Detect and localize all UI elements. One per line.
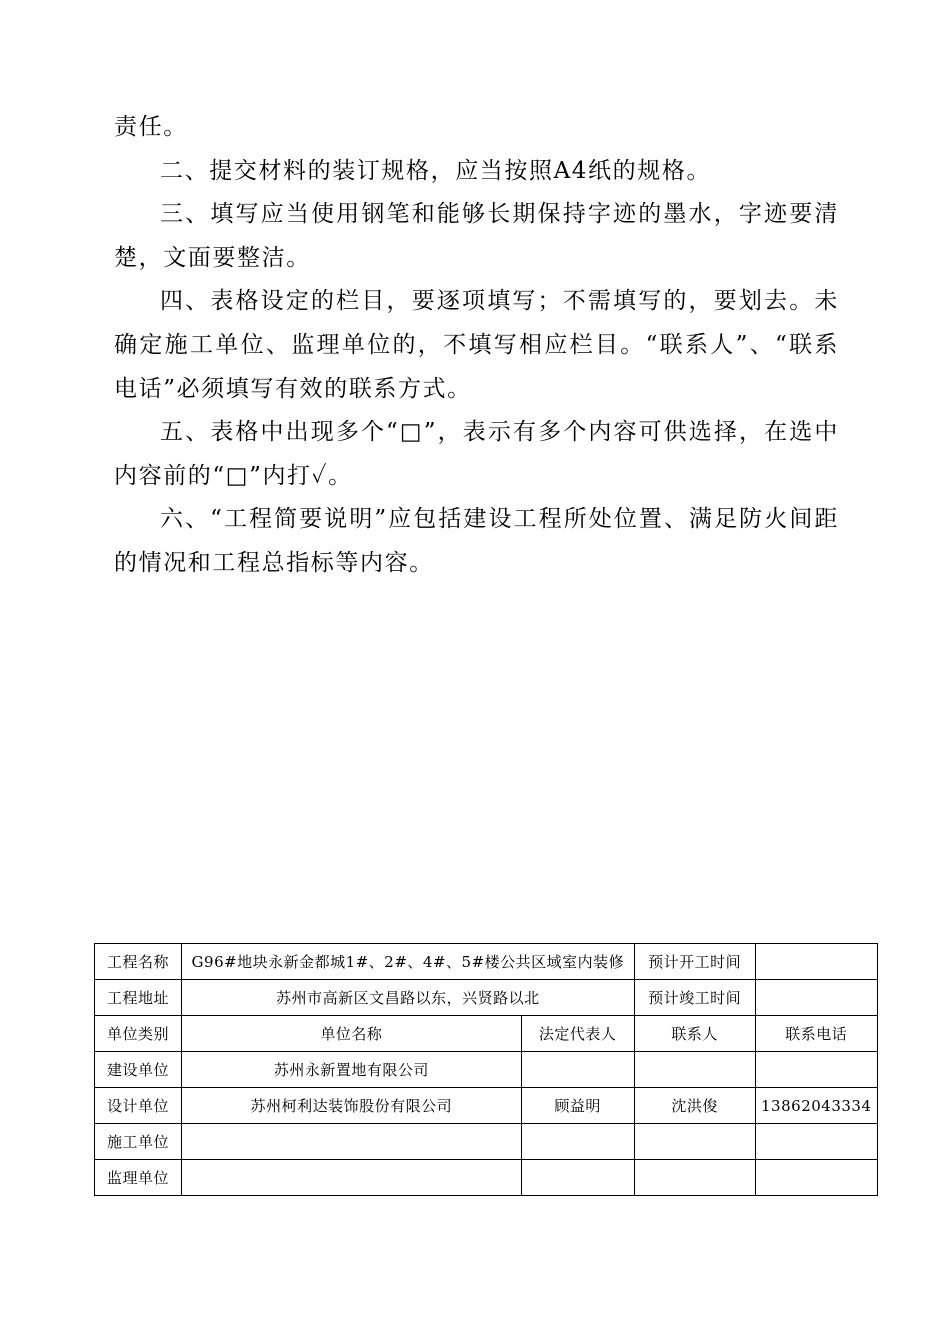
unit-category: 建设单位 (95, 1052, 182, 1088)
paragraph-ink-requirement: 三、填写应当使用钢笔和能够长期保持字迹的墨水，字迹要清楚，文面要整洁。 (114, 201, 839, 271)
contact-person (634, 1160, 755, 1196)
contact-phone (755, 1160, 877, 1196)
start-time-label: 预计开工时间 (634, 944, 755, 980)
table-row (95, 1124, 878, 1160)
contact-phone (755, 1124, 877, 1160)
legal-representative (521, 1160, 634, 1196)
paragraph-project-description: 六、“工程简要说明”应包括建设工程所处位置、满足防火间距的情况和工程总指标等内容。 (114, 506, 839, 576)
table-header-row (95, 1016, 878, 1052)
header-unit-category: 单位类别 (95, 1016, 182, 1052)
table-row-project-address (95, 980, 878, 1016)
header-unit-name: 单位名称 (182, 1016, 522, 1052)
unit-name (182, 1124, 522, 1160)
project-info-table (94, 943, 878, 1196)
header-contact-phone: 联系电话 (755, 1016, 877, 1052)
table-row (95, 1160, 878, 1196)
unit-name: 苏州永新置地有限公司 (182, 1052, 522, 1088)
project-name-value: G96#地块永新金都城1#、2#、4#、5#楼公共区域室内装修 (182, 944, 635, 980)
header-contact-person: 联系人 (634, 1016, 755, 1052)
table-row (95, 1052, 878, 1088)
paragraph-binding-spec: 二、提交材料的装订规格，应当按照A4纸的规格。 (160, 157, 712, 184)
unit-name: 苏州柯利达装饰股份有限公司 (182, 1088, 522, 1124)
legal-representative (521, 1052, 634, 1088)
legal-representative (521, 1124, 634, 1160)
table-row (95, 1088, 878, 1124)
completion-time-value (755, 980, 877, 1016)
project-name-label: 工程名称 (95, 944, 182, 980)
paragraph-responsibility-tail: 责任。 (114, 114, 188, 140)
completion-time-label: 预计竣工时间 (634, 980, 755, 1016)
table-row-project-name (95, 944, 878, 980)
unit-category: 设计单位 (95, 1088, 182, 1124)
project-address-label: 工程地址 (95, 980, 182, 1016)
header-legal-representative: 法定代表人 (521, 1016, 634, 1052)
project-address-value: 苏州市高新区文昌路以东，兴贤路以北 (182, 980, 635, 1016)
contact-person: 沈洪俊 (634, 1088, 755, 1124)
paragraph-checkbox-usage: 五、表格中出现多个“□”，表示有多个内容可供选择，在选中内容前的“□”内打✓。 (114, 419, 839, 489)
start-time-value (755, 944, 877, 980)
paragraph-fill-fields: 四、表格设定的栏目，要逐项填写；不需填写的，要划去。未确定施工单位、监理单位的，不填写相应栏目。“联系人”、“联系电话”必须填写有效的联系方式。 (114, 288, 839, 402)
instructions-text (114, 106, 839, 586)
unit-category: 施工单位 (95, 1124, 182, 1160)
unit-category: 监理单位 (95, 1160, 182, 1196)
unit-name (182, 1160, 522, 1196)
contact-person (634, 1052, 755, 1088)
legal-representative: 顾益明 (521, 1088, 634, 1124)
contact-phone: 13862043334 (755, 1088, 877, 1124)
contact-person (634, 1124, 755, 1160)
contact-phone (755, 1052, 877, 1088)
